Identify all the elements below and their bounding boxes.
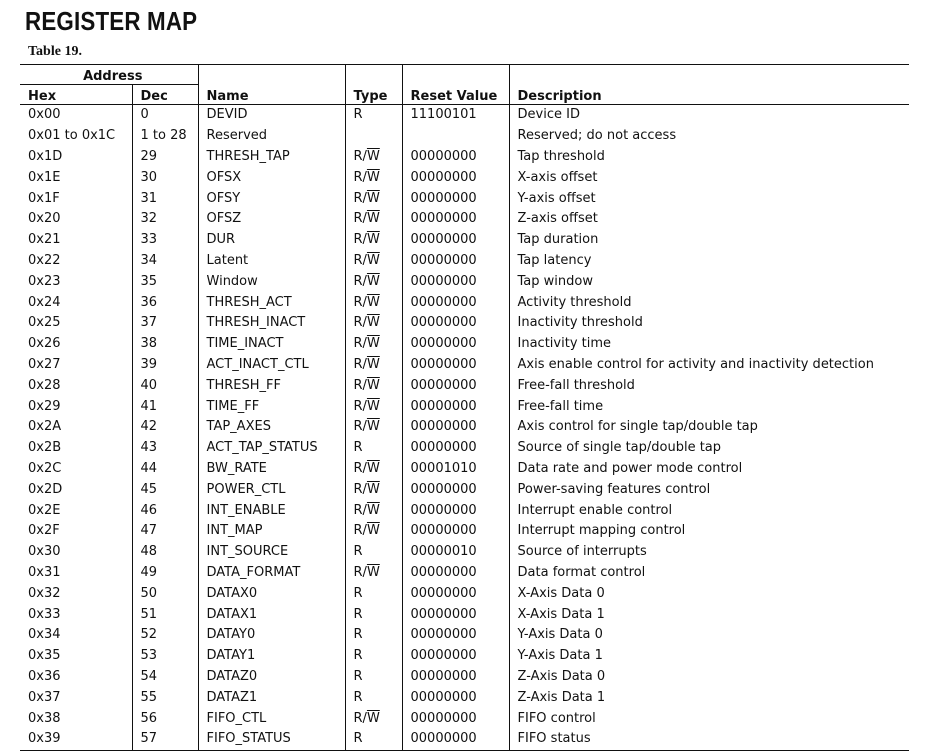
type-read: R/ xyxy=(353,315,367,331)
description-cell: Free-fall time xyxy=(509,396,909,417)
dec-cell: 47 xyxy=(132,521,198,542)
hex-cell: 0x20 xyxy=(28,211,61,227)
dec-cell: 45 xyxy=(132,479,198,500)
type-read: R/ xyxy=(353,460,367,476)
type-write: $\overline{W}$ xyxy=(366,336,380,352)
name-cell: ACT_INACT_CTL xyxy=(198,355,345,376)
dec-cell: 56 xyxy=(132,708,198,729)
description-cell: Y-axis offset xyxy=(509,188,909,209)
table-row xyxy=(20,126,909,147)
table-row xyxy=(20,459,909,480)
table-row xyxy=(20,375,909,396)
reset-value-cell: 00000000 xyxy=(402,500,509,521)
type-write: $\overline{W}$ xyxy=(366,419,380,435)
type-cell xyxy=(345,521,402,542)
table-row xyxy=(20,646,909,667)
hex-cell: 0x2E xyxy=(28,502,61,518)
name-cell: DUR xyxy=(198,230,345,251)
type-write: $\overline{W}$ xyxy=(366,273,380,289)
name-cell: TIME_INACT xyxy=(198,334,345,355)
dec-cell: 50 xyxy=(132,583,198,604)
type-cell xyxy=(345,126,402,147)
address-header: Address xyxy=(20,65,198,85)
type-write: $\overline{W}$ xyxy=(366,252,380,268)
dec-cell: 57 xyxy=(132,729,198,750)
description-cell: FIFO control xyxy=(509,708,909,729)
type-read: R/ xyxy=(353,148,367,164)
description-cell: Z-Axis Data 1 xyxy=(509,687,909,708)
hex-cell: 0x24 xyxy=(28,294,61,310)
reset-value-cell: 00000000 xyxy=(402,521,509,542)
table-row xyxy=(20,625,909,646)
type-cell xyxy=(345,500,402,521)
name-cell: TIME_FF xyxy=(198,396,345,417)
name-cell: INT_SOURCE xyxy=(198,542,345,563)
description-cell: Inactivity threshold xyxy=(509,313,909,334)
dec-cell: 39 xyxy=(132,355,198,376)
dec-cell: 42 xyxy=(132,417,198,438)
table-row xyxy=(20,708,909,729)
reset-value-cell: 00000000 xyxy=(402,396,509,417)
dec-cell: 33 xyxy=(132,230,198,251)
table-row xyxy=(20,604,909,625)
hex-cell: 0x2C xyxy=(28,460,62,476)
type-read: R/ xyxy=(353,336,367,352)
hex-cell: 0x21 xyxy=(28,232,61,248)
description-cell: Z-axis offset xyxy=(509,209,909,230)
dec-cell: 43 xyxy=(132,438,198,459)
type-write: $\overline{W}$ xyxy=(366,211,380,227)
name-cell: Window xyxy=(198,271,345,292)
type-read: R xyxy=(353,731,363,747)
reset-value-cell xyxy=(402,126,509,147)
type-cell xyxy=(345,667,402,688)
hex-cell: 0x2D xyxy=(28,481,63,497)
name-cell: DATAX1 xyxy=(198,604,345,625)
hex-cell: 0x25 xyxy=(28,315,61,331)
table-row xyxy=(20,334,909,355)
type-read: R xyxy=(353,689,363,705)
type-cell xyxy=(345,583,402,604)
description-cell: Y-Axis Data 0 xyxy=(509,625,909,646)
type-cell xyxy=(345,708,402,729)
name-cell: DATAZ0 xyxy=(198,667,345,688)
dec-cell: 36 xyxy=(132,292,198,313)
hex-cell: 0x37 xyxy=(28,689,61,705)
hex-cell: 0x2F xyxy=(28,523,60,539)
table-row xyxy=(20,105,909,126)
description-cell: Free-fall threshold xyxy=(509,375,909,396)
type-cell xyxy=(345,417,402,438)
type-read: R xyxy=(353,606,363,622)
hex-cell: 0x33 xyxy=(28,606,61,622)
hex-cell: 0x31 xyxy=(28,564,61,580)
description-cell: Tap duration xyxy=(509,230,909,251)
table-row xyxy=(20,271,909,292)
type-cell xyxy=(345,687,402,708)
type-cell xyxy=(345,209,402,230)
description-cell: Activity threshold xyxy=(509,292,909,313)
table-row xyxy=(20,292,909,313)
dec-cell: 35 xyxy=(132,271,198,292)
register-map-table xyxy=(20,64,909,751)
name-cell: OFSY xyxy=(198,188,345,209)
type-cell xyxy=(345,105,402,126)
name-cell: OFSZ xyxy=(198,209,345,230)
reset-value-cell: 00000000 xyxy=(402,188,509,209)
page-title: REGISTER MAP xyxy=(25,6,198,36)
type-cell xyxy=(345,251,402,272)
hex-cell: 0x34 xyxy=(28,627,61,643)
name-cell: INT_ENABLE xyxy=(198,500,345,521)
table-row xyxy=(20,521,909,542)
reset-value-cell: 00000000 xyxy=(402,604,509,625)
type-cell xyxy=(345,375,402,396)
type-read: R/ xyxy=(353,169,367,185)
reset-value-cell: 00000000 xyxy=(402,355,509,376)
type-cell xyxy=(345,334,402,355)
name-cell: Latent xyxy=(198,251,345,272)
type-cell xyxy=(345,188,402,209)
hex-cell: 0x2A xyxy=(28,419,62,435)
dec-cell: 32 xyxy=(132,209,198,230)
description-cell: Device ID xyxy=(509,105,909,126)
type-read: R/ xyxy=(353,481,367,497)
hex-cell: 0x39 xyxy=(20,729,132,750)
type-cell xyxy=(345,313,402,334)
dec-cell: 41 xyxy=(132,396,198,417)
dec-cell: 29 xyxy=(132,147,198,168)
type-read: R xyxy=(353,585,363,601)
type-cell xyxy=(345,230,402,251)
type-read: R xyxy=(353,668,363,684)
table-row xyxy=(20,563,909,584)
hex-cell: 0x29 xyxy=(28,398,61,414)
hex-cell: 0x1F xyxy=(28,190,60,206)
reset-value-cell: 00000000 xyxy=(402,646,509,667)
type-cell xyxy=(345,167,402,188)
type-write: $\overline{W}$ xyxy=(366,148,380,164)
description-cell: Reserved; do not access xyxy=(509,126,909,147)
description-cell: Axis control for single tap/double tap xyxy=(509,417,909,438)
type-cell xyxy=(345,729,402,750)
dec-cell: 46 xyxy=(132,500,198,521)
hex-cell: 0x00 xyxy=(28,107,61,123)
description-cell: Power-saving features control xyxy=(509,479,909,500)
type-read: R/ xyxy=(353,419,367,435)
type-cell xyxy=(345,542,402,563)
hex-cell: 0x35 xyxy=(28,648,61,664)
reset-value-cell: 00000000 xyxy=(402,563,509,584)
description-cell: X-Axis Data 0 xyxy=(509,583,909,604)
dec-cell: 55 xyxy=(132,687,198,708)
table-row xyxy=(20,438,909,459)
dec-cell: 30 xyxy=(132,167,198,188)
type-read: R/ xyxy=(353,294,367,310)
hex-cell: 0x2B xyxy=(28,440,62,456)
table-row xyxy=(20,209,909,230)
description-cell: Y-Axis Data 1 xyxy=(509,646,909,667)
reset-value-cell: 00000000 xyxy=(402,417,509,438)
type-write: $\overline{W}$ xyxy=(366,232,380,248)
type-read: R/ xyxy=(353,273,367,289)
reset-value-cell: 00000000 xyxy=(402,334,509,355)
type-write: $\overline{W}$ xyxy=(366,564,380,580)
description-cell: Tap latency xyxy=(509,251,909,272)
name-cell: THRESH_FF xyxy=(198,375,345,396)
type-read: R/ xyxy=(353,564,367,580)
reset-value-cell: 11100101 xyxy=(402,105,509,126)
reset-value-cell: 00000000 xyxy=(402,479,509,500)
type-write: $\overline{W}$ xyxy=(366,481,380,497)
name-cell: FIFO_STATUS xyxy=(198,729,345,750)
type-write: $\overline{W}$ xyxy=(366,190,380,206)
type-write: $\overline{W}$ xyxy=(366,169,380,185)
name-cell: BW_RATE xyxy=(198,459,345,480)
table-row xyxy=(20,667,909,688)
name-cell: Reserved xyxy=(198,126,345,147)
table-row xyxy=(20,313,909,334)
reset-value-cell: 00000000 xyxy=(402,708,509,729)
type-read: R xyxy=(353,627,363,643)
description-cell: Source of interrupts xyxy=(509,542,909,563)
type-cell xyxy=(345,459,402,480)
name-cell: DATAX0 xyxy=(198,583,345,604)
table-row xyxy=(20,479,909,500)
table-row xyxy=(20,396,909,417)
dec-cell: 1 to 28 xyxy=(132,126,198,147)
dec-cell: 49 xyxy=(132,563,198,584)
table-row xyxy=(20,251,909,272)
type-write: $\overline{W}$ xyxy=(366,710,380,726)
type-header: Type xyxy=(345,85,402,105)
name-cell: THRESH_TAP xyxy=(198,147,345,168)
type-read: R xyxy=(353,648,363,664)
reset-value-cell: 00000000 xyxy=(402,375,509,396)
description-cell: Axis enable control for activity and inactivity detection xyxy=(509,355,909,376)
type-write: $\overline{W}$ xyxy=(366,315,380,331)
dec-cell: 40 xyxy=(132,375,198,396)
reset-value-cell: 00000000 xyxy=(402,209,509,230)
type-cell xyxy=(345,355,402,376)
hex-cell: 0x28 xyxy=(28,377,61,393)
type-cell xyxy=(345,396,402,417)
hex-cell: 0x27 xyxy=(28,356,61,372)
table-label: Table 19. xyxy=(28,44,82,59)
description-cell: Z-Axis Data 0 xyxy=(509,667,909,688)
hex-cell: 0x1D xyxy=(28,148,63,164)
dec-cell: 38 xyxy=(132,334,198,355)
description-cell: Interrupt mapping control xyxy=(509,521,909,542)
name-cell: DATAZ1 xyxy=(198,687,345,708)
reset-value-cell: 00001010 xyxy=(402,459,509,480)
hex-cell: 0x01 to 0x1C xyxy=(28,128,116,144)
type-cell xyxy=(345,625,402,646)
hex-cell: 0x32 xyxy=(28,585,61,601)
type-cell xyxy=(345,147,402,168)
reset-value-cell: 00000000 xyxy=(402,147,509,168)
description-cell: FIFO status xyxy=(509,729,909,750)
reset-value-cell: 00000000 xyxy=(402,271,509,292)
reset-value-cell: 00000000 xyxy=(402,583,509,604)
table-row xyxy=(20,230,909,251)
type-cell xyxy=(345,479,402,500)
hex-cell: 0x22 xyxy=(28,252,61,268)
reset-value-cell: 00000000 xyxy=(402,667,509,688)
reset-value-cell: 00000000 xyxy=(402,292,509,313)
type-read: R/ xyxy=(353,377,367,393)
table-row xyxy=(20,167,909,188)
type-read: R/ xyxy=(353,211,367,227)
name-cell: THRESH_INACT xyxy=(198,313,345,334)
table-row xyxy=(20,500,909,521)
type-write: $\overline{W}$ xyxy=(366,523,380,539)
type-cell xyxy=(345,646,402,667)
dec-cell: 48 xyxy=(132,542,198,563)
name-cell: DEVID xyxy=(198,105,345,126)
hex-cell: 0x30 xyxy=(28,544,61,560)
name-header: Name xyxy=(198,85,345,105)
type-read: R/ xyxy=(353,523,367,539)
type-read: R xyxy=(353,107,363,123)
dec-cell: 34 xyxy=(132,251,198,272)
name-cell: THRESH_ACT xyxy=(198,292,345,313)
type-cell xyxy=(345,563,402,584)
dec-cell: 53 xyxy=(132,646,198,667)
type-cell xyxy=(345,292,402,313)
name-cell: POWER_CTL xyxy=(198,479,345,500)
description-cell: Inactivity time xyxy=(509,334,909,355)
reset-value-cell: 00000000 xyxy=(402,438,509,459)
description-cell: Interrupt enable control xyxy=(509,500,909,521)
hex-cell: 0x36 xyxy=(28,668,61,684)
hex-cell: 0x1E xyxy=(28,169,61,185)
type-read: R/ xyxy=(353,710,367,726)
table-row xyxy=(20,583,909,604)
type-cell xyxy=(345,271,402,292)
type-cell xyxy=(345,604,402,625)
dec-header: Dec xyxy=(132,85,198,105)
type-write: $\overline{W}$ xyxy=(366,356,380,372)
name-cell: DATA_FORMAT xyxy=(198,563,345,584)
dec-cell: 51 xyxy=(132,604,198,625)
table-row xyxy=(20,188,909,209)
type-write: $\overline{W}$ xyxy=(366,460,380,476)
name-cell: FIFO_CTL xyxy=(198,708,345,729)
table-row xyxy=(20,687,909,708)
description-cell: X-axis offset xyxy=(509,167,909,188)
hex-cell: 0x38 xyxy=(28,710,61,726)
type-read: R xyxy=(353,440,363,456)
dec-cell: 37 xyxy=(132,313,198,334)
reset-value-cell: 00000000 xyxy=(402,230,509,251)
table-row xyxy=(20,542,909,563)
description-cell: Data rate and power mode control xyxy=(509,459,909,480)
description-cell: Source of single tap/double tap xyxy=(509,438,909,459)
name-cell: ACT_TAP_STATUS xyxy=(198,438,345,459)
type-read: R/ xyxy=(353,190,367,206)
type-cell xyxy=(345,438,402,459)
type-write: $\overline{W}$ xyxy=(366,294,380,310)
description-cell: X-Axis Data 1 xyxy=(509,604,909,625)
type-read: R/ xyxy=(353,232,367,248)
table-row xyxy=(20,355,909,376)
reset-value-cell: 00000000 xyxy=(402,625,509,646)
reset-value-cell: 00000010 xyxy=(402,542,509,563)
dec-cell: 44 xyxy=(132,459,198,480)
reset-value-cell: 00000000 xyxy=(402,251,509,272)
type-write: $\overline{W}$ xyxy=(366,398,380,414)
dec-cell: 54 xyxy=(132,667,198,688)
hex-cell: 0x23 xyxy=(28,273,61,289)
table-row xyxy=(20,147,909,168)
type-write: $\overline{W}$ xyxy=(366,502,380,518)
dec-cell: 52 xyxy=(132,625,198,646)
dec-cell: 0 xyxy=(132,105,198,126)
reset-value-cell: 00000000 xyxy=(402,729,509,750)
name-cell: OFSX xyxy=(198,167,345,188)
description-cell: Tap threshold xyxy=(509,147,909,168)
type-write: $\overline{W}$ xyxy=(366,377,380,393)
name-cell: DATAY0 xyxy=(198,625,345,646)
hex-cell: 0x26 xyxy=(28,336,61,352)
type-read: R/ xyxy=(353,502,367,518)
reset-value-cell: 00000000 xyxy=(402,687,509,708)
name-cell: DATAY1 xyxy=(198,646,345,667)
name-cell: TAP_AXES xyxy=(198,417,345,438)
description-cell: Data format control xyxy=(509,563,909,584)
table-row xyxy=(20,729,909,750)
type-read: R/ xyxy=(353,398,367,414)
table-row xyxy=(20,417,909,438)
description-header: Description xyxy=(509,85,909,105)
dec-cell: 31 xyxy=(132,188,198,209)
type-read: R/ xyxy=(353,356,367,372)
reset-value-header: Reset Value xyxy=(402,85,509,105)
hex-header: Hex xyxy=(20,85,132,105)
description-cell: Tap window xyxy=(509,271,909,292)
reset-value-cell: 00000000 xyxy=(402,167,509,188)
name-cell: INT_MAP xyxy=(198,521,345,542)
type-read: R xyxy=(353,544,363,560)
type-read: R/ xyxy=(353,252,367,268)
reset-value-cell: 00000000 xyxy=(402,313,509,334)
